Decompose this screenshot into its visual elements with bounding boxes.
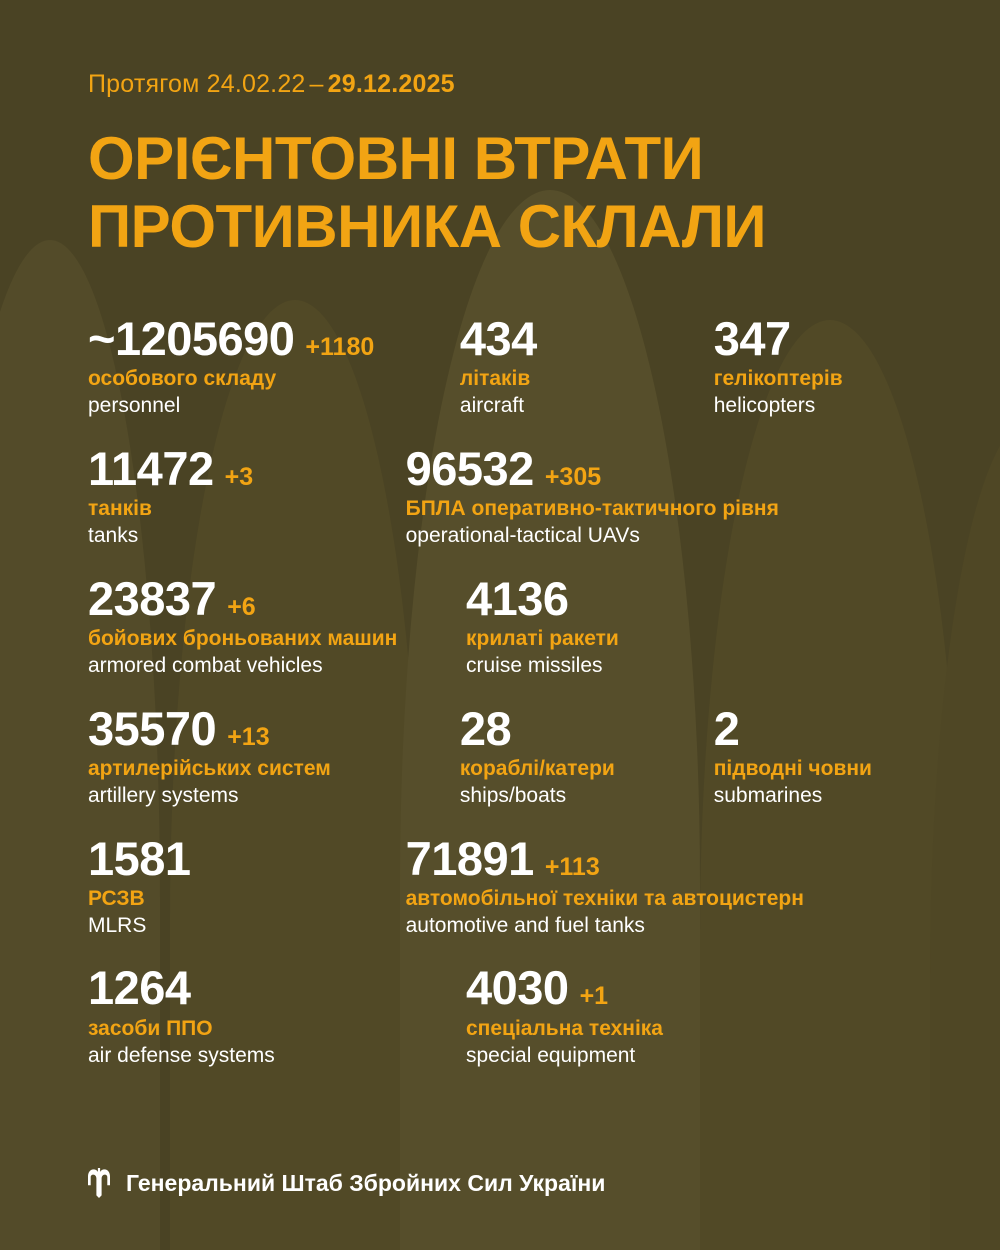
loss-label-en: submarines bbox=[713, 784, 823, 808]
loss-item-aircraft bbox=[459, 311, 714, 420]
value-line bbox=[459, 701, 714, 755]
value-line bbox=[88, 701, 460, 755]
loss-value: 434 bbox=[459, 311, 537, 365]
page-title-line1: ОРІЄНТОВНІ ВТРАТИ bbox=[88, 125, 704, 192]
page-title-line2: ПРОТИВНИКА СКЛАЛИ bbox=[88, 193, 767, 261]
value-line bbox=[88, 961, 466, 1015]
loss-value: 23837 bbox=[88, 571, 217, 625]
loss-value: 1264 bbox=[88, 961, 191, 1015]
loss-value: 35570 bbox=[88, 701, 217, 755]
footer-text: Генеральний Штаб Збройних Сил України bbox=[126, 1169, 606, 1196]
value-line bbox=[88, 831, 406, 885]
loss-label-ua: артилерійських систем bbox=[88, 756, 331, 780]
loss-label-en: helicopters bbox=[713, 394, 816, 418]
loss-label-ua: автомобільної техніки та автоцистерн bbox=[405, 886, 804, 910]
loss-delta: +305 bbox=[544, 462, 602, 491]
loss-label-en: cruise missiles bbox=[466, 654, 603, 678]
loss-label-ua: засоби ППО bbox=[88, 1016, 213, 1040]
loss-delta: +6 bbox=[227, 592, 256, 621]
loss-label-ua: особового складу bbox=[88, 367, 277, 391]
losses-row bbox=[88, 441, 940, 550]
value-line bbox=[405, 441, 940, 495]
loss-value: 4136 bbox=[466, 571, 569, 625]
loss-label-en: tanks bbox=[88, 524, 139, 548]
period-to: 29.12.2025 bbox=[327, 70, 455, 98]
loss-label-ua: крилаті ракети bbox=[466, 627, 619, 650]
losses-grid bbox=[88, 311, 940, 1070]
loss-item-mlrs bbox=[88, 831, 406, 940]
loss-label-ua: гелікоптерів bbox=[713, 367, 843, 391]
loss-value: 347 bbox=[713, 311, 791, 365]
value-line bbox=[405, 831, 940, 885]
loss-label-en: armored combat vehicles bbox=[88, 654, 323, 678]
loss-label-en: air defense systems bbox=[88, 1044, 275, 1068]
losses-row bbox=[88, 311, 940, 420]
value-line bbox=[713, 311, 940, 365]
losses-row bbox=[88, 701, 940, 810]
loss-value: 4030 bbox=[466, 961, 569, 1015]
loss-item-helicopters bbox=[713, 311, 940, 420]
loss-label-en: operational-tactical UAVs bbox=[405, 524, 640, 548]
loss-item-automotive bbox=[405, 831, 940, 940]
value-line bbox=[88, 571, 466, 625]
value-line bbox=[466, 571, 724, 625]
losses-row bbox=[88, 571, 940, 680]
loss-item-personnel bbox=[88, 311, 460, 420]
footer bbox=[88, 1168, 605, 1198]
loss-item-special-equipment bbox=[466, 963, 724, 1069]
value-line bbox=[459, 311, 714, 365]
loss-delta: +1180 bbox=[305, 332, 375, 361]
period-dash: – bbox=[309, 70, 324, 98]
trident-icon bbox=[88, 1168, 110, 1198]
page-title bbox=[88, 125, 940, 262]
loss-value: ~1205690 bbox=[88, 311, 295, 365]
losses-row bbox=[88, 831, 940, 940]
losses-row bbox=[88, 963, 940, 1069]
period-line bbox=[88, 70, 940, 99]
loss-value: 28 bbox=[459, 701, 512, 755]
loss-delta: +1 bbox=[579, 982, 609, 1011]
loss-delta: +113 bbox=[544, 852, 600, 881]
loss-item-tanks bbox=[88, 441, 406, 550]
loss-label-ua: РСЗВ bbox=[88, 886, 145, 910]
value-line bbox=[88, 311, 460, 365]
loss-value: 96532 bbox=[405, 441, 534, 495]
loss-item-artillery bbox=[88, 701, 460, 810]
loss-value: 1581 bbox=[88, 831, 191, 885]
loss-delta: +13 bbox=[227, 722, 270, 751]
loss-label-ua: бойових броньованих машин bbox=[88, 627, 398, 650]
value-line bbox=[713, 701, 940, 755]
loss-label-ua: кораблі/катери bbox=[459, 756, 615, 780]
loss-label-en: personnel bbox=[88, 394, 181, 418]
loss-label-ua: підводні човни bbox=[713, 756, 872, 780]
loss-label-ua: танків bbox=[88, 497, 152, 521]
loss-item-air-defense bbox=[88, 963, 466, 1069]
value-line bbox=[466, 961, 724, 1015]
loss-item-ships bbox=[459, 701, 714, 810]
loss-item-cruise-missiles bbox=[466, 571, 724, 680]
loss-label-ua: БПЛА оперативно-тактичного рівня bbox=[405, 497, 779, 521]
loss-label-en: artillery systems bbox=[88, 784, 239, 808]
loss-label-en: aircraft bbox=[459, 394, 525, 418]
period-from: Протягом 24.02.22 bbox=[88, 70, 306, 98]
loss-value: 2 bbox=[713, 701, 740, 755]
loss-delta: +3 bbox=[224, 462, 254, 491]
loss-label-ua: спеціальна техніка bbox=[466, 1016, 663, 1040]
loss-value: 11472 bbox=[88, 441, 214, 495]
value-line bbox=[88, 441, 406, 495]
loss-label-en: automotive and fuel tanks bbox=[405, 914, 645, 938]
loss-value: 71891 bbox=[405, 831, 534, 885]
loss-item-submarines bbox=[713, 701, 940, 810]
loss-label-en: ships/boats bbox=[459, 784, 567, 808]
loss-item-uavs bbox=[405, 441, 940, 550]
loss-label-en: MLRS bbox=[88, 914, 147, 938]
loss-label-en: special equipment bbox=[466, 1044, 636, 1068]
loss-item-armored-vehicles bbox=[88, 571, 466, 680]
loss-label-ua: літаків bbox=[459, 367, 531, 391]
